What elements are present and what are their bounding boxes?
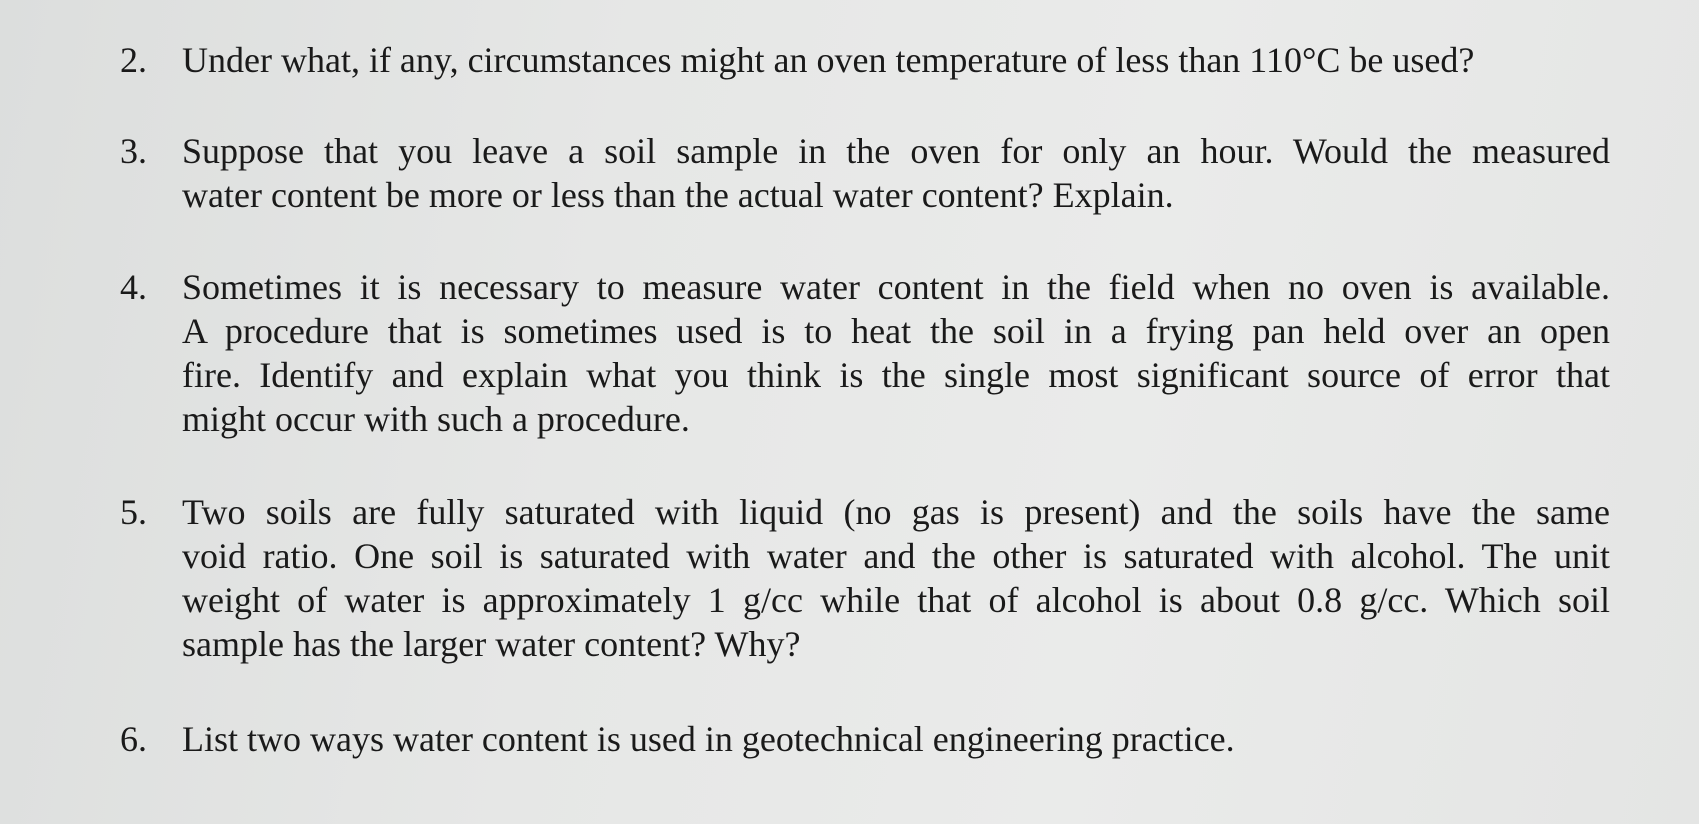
question-line: might occur with such a procedure.: [182, 399, 690, 439]
question-line: Sometimes it is necessary to measure water content in the field when no oven is available.: [182, 267, 1610, 307]
question-number: 2.: [120, 40, 147, 80]
question-text: [182, 717, 1610, 761]
question-line: water content be more or less than the actual water content? Explain.: [182, 175, 1174, 215]
question-text: [182, 129, 1610, 217]
question-number: 4.: [120, 267, 147, 307]
question-number: 6.: [120, 719, 147, 759]
question-line: Two soils are fully saturated with liquid (no gas is present) and the soils have the same: [182, 492, 1610, 532]
question-line: fire. Identify and explain what you think is the single most significant source of error that: [182, 355, 1610, 395]
question-line: void ratio. One soil is saturated with water and the other is saturated with alcohol. The unit: [182, 536, 1610, 576]
question-line: Under what, if any, circumstances might an oven temperature of less than 110°C be used?: [182, 40, 1475, 80]
question-line: weight of water is approximately 1 g/cc while that of alcohol is about 0.8 g/cc. Which soil: [182, 580, 1610, 620]
question-line: Suppose that you leave a soil sample in the oven for only an hour. Would the measured: [182, 131, 1610, 171]
question-line: sample has the larger water content? Why?: [182, 624, 801, 664]
question-number: 3.: [120, 131, 147, 171]
question-line: A procedure that is sometimes used is to heat the soil in a frying pan held over an open: [182, 311, 1610, 351]
question-line: List two ways water content is used in geotechnical engineering practice.: [182, 719, 1235, 759]
question-text: [182, 490, 1610, 666]
question-text: [182, 38, 1610, 82]
question-number: 5.: [120, 492, 147, 532]
question-text: [182, 265, 1610, 441]
